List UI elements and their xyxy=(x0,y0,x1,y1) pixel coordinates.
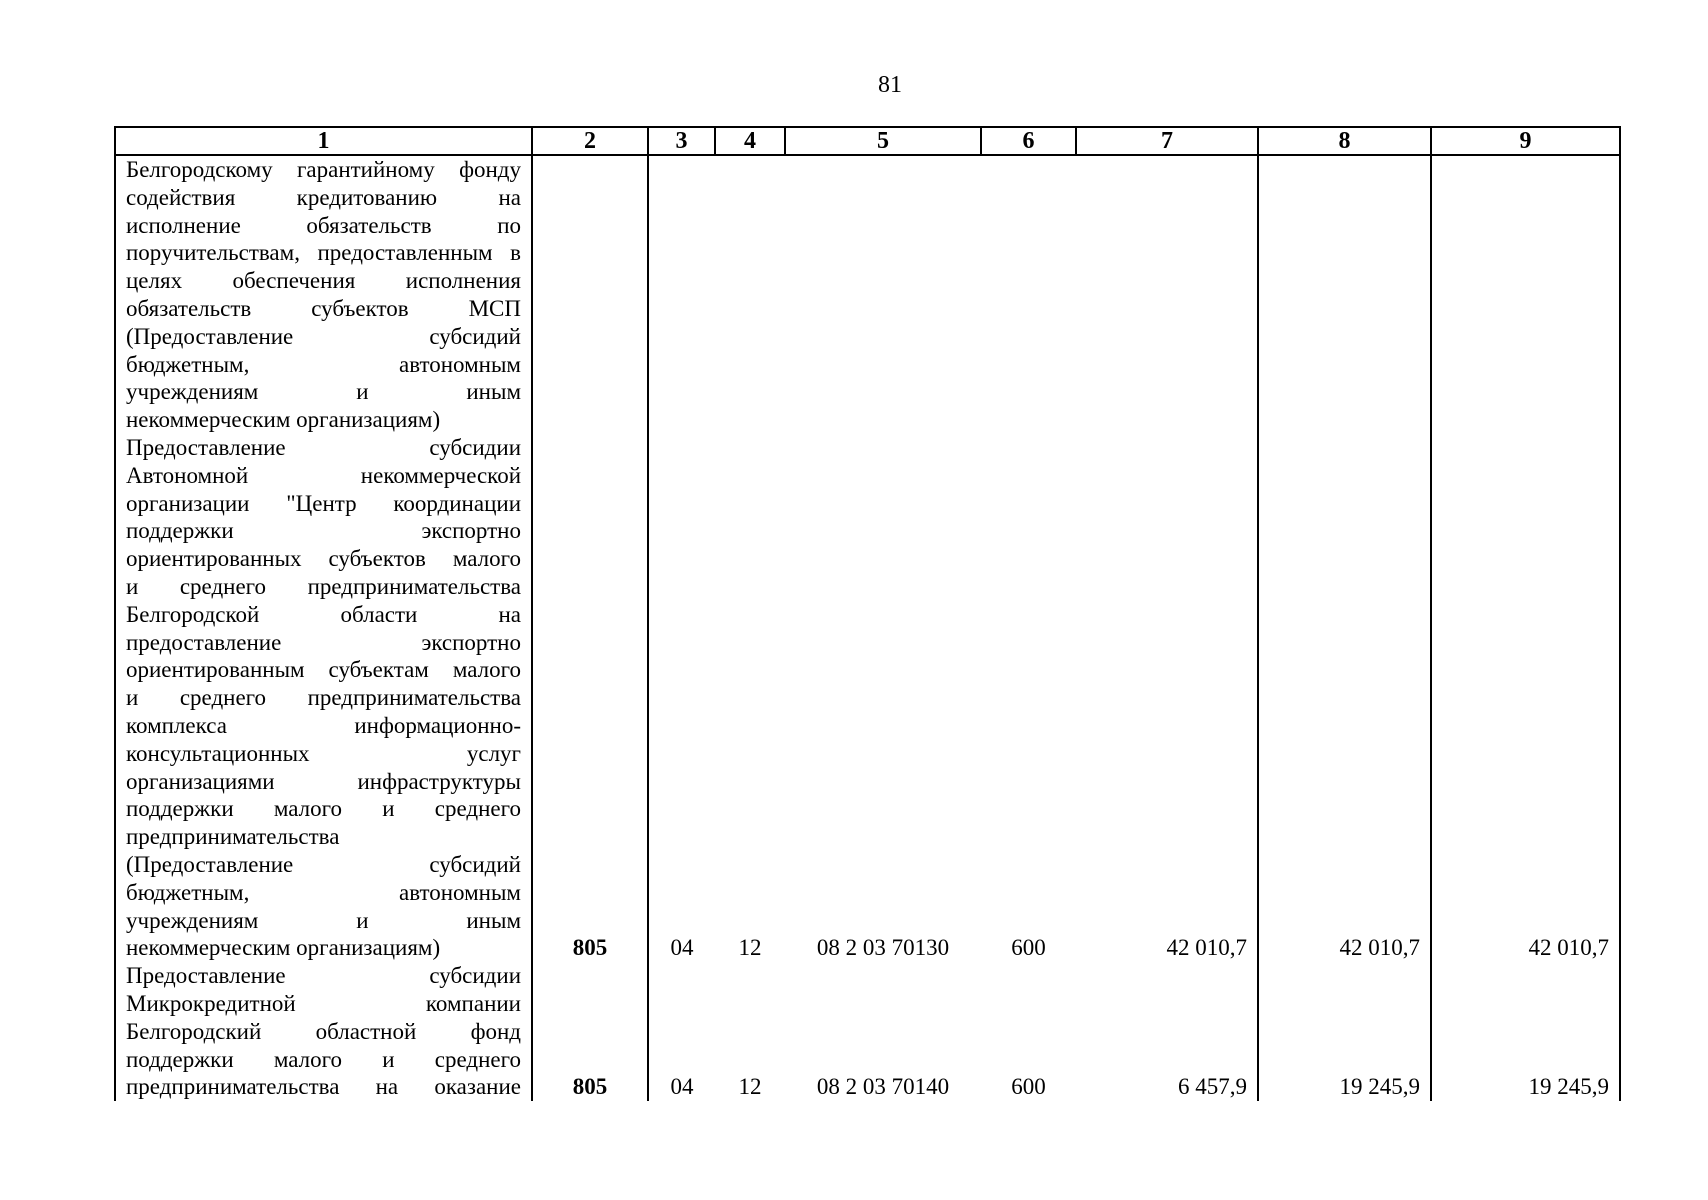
cell-expense-type: 600 xyxy=(1011,935,1046,961)
page-number: 81 xyxy=(878,72,902,98)
cell-target-article xyxy=(785,155,981,434)
description-line: ориентированных субъектов малого xyxy=(126,546,521,572)
description-line: (Предоставление субсидий xyxy=(126,851,521,877)
description-line: некоммерческим организациям) xyxy=(126,935,441,961)
description-line: ориентированным субъектам малого xyxy=(126,657,521,683)
cell-subsection: 12 xyxy=(738,1074,762,1100)
description-line: предпринимательства xyxy=(126,824,340,850)
description-line: поручительствам, предоставленным в xyxy=(126,240,521,266)
description-line: консультационных услуг xyxy=(126,740,521,766)
cell-expense-type xyxy=(981,155,1076,434)
table-row xyxy=(115,434,1620,962)
description-line: Предоставление субсидии xyxy=(126,434,521,460)
cell-subsection xyxy=(715,155,785,434)
column-header: 4 xyxy=(715,127,785,155)
description-line: Предоставление субсидии xyxy=(126,963,521,989)
cell-amount-col8: 42 010,7 xyxy=(1258,434,1431,962)
cell-amount-col8: 19 245,9 xyxy=(1258,962,1431,1101)
description-line: некоммерческим организациям) xyxy=(126,407,441,433)
cell-amount-col7 xyxy=(1076,155,1258,434)
cell-ministry-code: 805 xyxy=(532,434,648,962)
cell-amount-col9: 42 010,7 xyxy=(1431,434,1620,962)
cell-amount-col7: 42 010,7 xyxy=(1076,434,1258,962)
cell-target-article: 08 2 03 70130 xyxy=(816,935,950,961)
description-line: предоставление экспортно xyxy=(126,629,521,655)
description-line: целях обеспечения исполнения xyxy=(126,268,521,294)
column-header: 7 xyxy=(1076,127,1258,155)
column-header: 9 xyxy=(1431,127,1620,155)
cell-amount-col8 xyxy=(1258,155,1431,434)
budget-table xyxy=(114,126,1621,1101)
cell-amount-col7: 6 457,9 xyxy=(1076,962,1258,1101)
description-line: комплекса информационно- xyxy=(126,712,521,738)
column-header: 3 xyxy=(648,127,715,155)
table-row xyxy=(115,155,1620,434)
description-line: поддержки малого и среднего xyxy=(126,796,521,822)
cell-ministry-code: 805 xyxy=(532,962,648,1101)
table-row xyxy=(115,962,1620,1101)
description-line: предпринимательства на оказание xyxy=(126,1074,521,1100)
cell-amount-col9 xyxy=(1431,155,1620,434)
description-line: поддержки малого и среднего xyxy=(126,1046,521,1072)
header-row xyxy=(115,127,1620,155)
cell-amount-col9: 19 245,9 xyxy=(1431,962,1620,1101)
description-line: Микрокредитной компании xyxy=(126,990,521,1016)
row-description xyxy=(115,434,532,962)
cell-expense-type: 600 xyxy=(1011,1074,1046,1100)
description-line: поддержки экспортно xyxy=(126,518,521,544)
cell-ministry-code xyxy=(532,155,648,434)
column-header: 1 xyxy=(115,127,532,155)
description-line: Белгородский областной фонд xyxy=(126,1018,521,1044)
description-line: обязательств субъектов МСП xyxy=(126,295,521,321)
description-line: Автономной некоммерческой xyxy=(126,462,521,488)
description-line: организации "Центр координации xyxy=(126,490,521,516)
description-line: и среднего предпринимательства xyxy=(126,685,521,711)
row-description xyxy=(115,962,532,1101)
cell-subsection: 12 xyxy=(738,935,762,961)
description-line: (Предоставление субсидий xyxy=(126,323,521,349)
cell-section: 04 xyxy=(670,935,694,961)
description-line: организациями инфраструктуры xyxy=(126,768,521,794)
description-line: учреждениям и иным xyxy=(126,907,521,933)
cell-section: 04 xyxy=(670,1074,694,1100)
cell-section xyxy=(648,155,715,434)
column-header: 5 xyxy=(785,127,981,155)
description-line: учреждениям и иным xyxy=(126,379,521,405)
row-description xyxy=(115,155,532,434)
description-line: бюджетным, автономным xyxy=(126,879,521,905)
description-line: исполнение обязательств по xyxy=(126,212,521,238)
description-line: и среднего предпринимательства xyxy=(126,573,521,599)
description-line: Белгородскому гарантийному фонду xyxy=(126,157,521,182)
column-header: 6 xyxy=(981,127,1076,155)
description-line: Белгородской области на xyxy=(126,601,521,627)
description-line: содействия кредитованию на xyxy=(126,184,521,210)
cell-target-article: 08 2 03 70140 xyxy=(816,1074,950,1100)
description-line: бюджетным, автономным xyxy=(126,351,521,377)
column-header: 8 xyxy=(1258,127,1431,155)
column-header: 2 xyxy=(532,127,648,155)
